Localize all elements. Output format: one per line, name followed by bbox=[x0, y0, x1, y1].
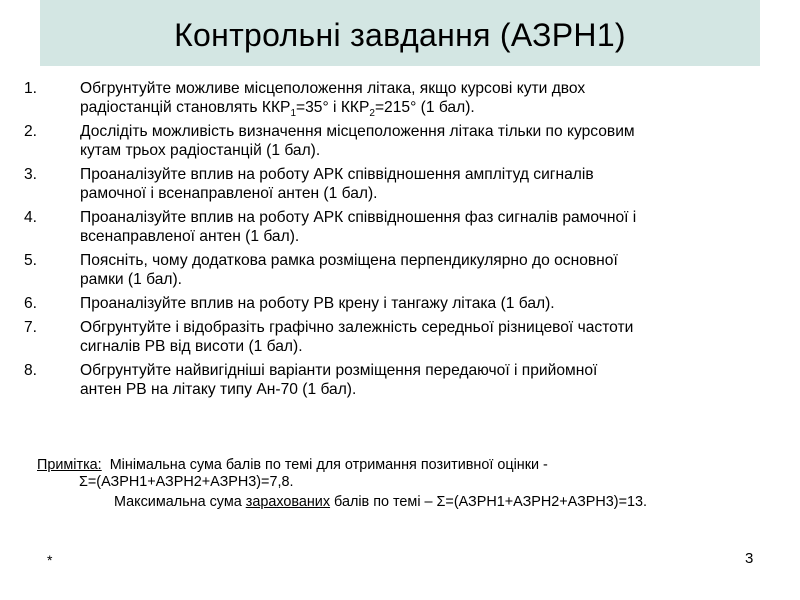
note-line-2: Σ=(АЗРН1+АЗРН2+АЗРН3)=7,8. bbox=[79, 474, 294, 490]
task-text: Проаналізуйте вплив на роботу РВ крену і тангажу літака (1 бал). bbox=[80, 295, 555, 312]
task-number: 2. bbox=[24, 123, 38, 140]
task-item bbox=[24, 165, 798, 203]
task-item bbox=[24, 294, 798, 313]
title-bar bbox=[40, 0, 760, 66]
page-number: 3 bbox=[745, 550, 754, 567]
task-text: Обгрунтуйте найвигідніші варіанти розміщення передаючої і прийомної антен РВ на літаку типу Ан-70 (1 бал). bbox=[80, 362, 598, 398]
task-number: 6. bbox=[24, 295, 38, 312]
task-number: 3. bbox=[24, 166, 38, 183]
task-number: 7. bbox=[24, 319, 38, 336]
task-item bbox=[24, 251, 798, 289]
slide-title: Контрольні завдання (АЗРН1) bbox=[174, 16, 626, 53]
note-line-1 bbox=[37, 457, 797, 474]
task-text: Проаналізуйте вплив на роботу АРК співвідношення амплітуд сигналів рамочної і всенаправленої антен (1 бал). bbox=[80, 166, 594, 202]
note-underlined-word: зарахованих bbox=[245, 494, 331, 510]
task-item bbox=[24, 79, 798, 120]
task-text: Проаналізуйте вплив на роботу АРК співвідношення фаз сигналів рамочної і всенаправленої антен (1 бал). bbox=[80, 209, 637, 245]
note-label: Примітка: bbox=[37, 457, 102, 473]
task-item bbox=[24, 208, 798, 246]
task-text: Поясніть, чому додаткова рамка розміщена перпендикулярно до основної рамки (1 бал). bbox=[80, 252, 618, 288]
task-list bbox=[24, 79, 798, 404]
task-item bbox=[24, 318, 798, 356]
task-number: 4. bbox=[24, 209, 38, 226]
note-line-3: Максимальна сума зарахованих балів по темі – Σ=(АЗРН1+АЗРН2+АЗРН3)=13. bbox=[114, 494, 647, 510]
footer-asterisk: * bbox=[47, 552, 53, 568]
task-number: 1. bbox=[24, 80, 38, 97]
task-item bbox=[24, 122, 798, 160]
task-text: Дослідіть можливість визначення місцеположення літака тільки по курсовим кутам трьох радіостанцій (1 бал). bbox=[80, 123, 635, 159]
task-item bbox=[24, 361, 798, 399]
task-number: 5. bbox=[24, 252, 38, 269]
note-block bbox=[37, 457, 797, 511]
note-min-text: Мінімальна сума балів по темі для отримання позитивної оцінки - bbox=[109, 457, 548, 473]
task-number: 8. bbox=[24, 362, 38, 379]
task-text: Обгрунтуйте можливе місцеположення літака, якщо курсові кути двох радіостанцій становлять $ККР_1=35^\circ$ і $ККР_2=215^\circ$ (1 бал). bbox=[80, 80, 586, 120]
task-text: Обгрунтуйте і відобразіть графічно залежність середньої різницевої частоти сигналів РВ від висоти (1 бал). bbox=[80, 319, 634, 355]
